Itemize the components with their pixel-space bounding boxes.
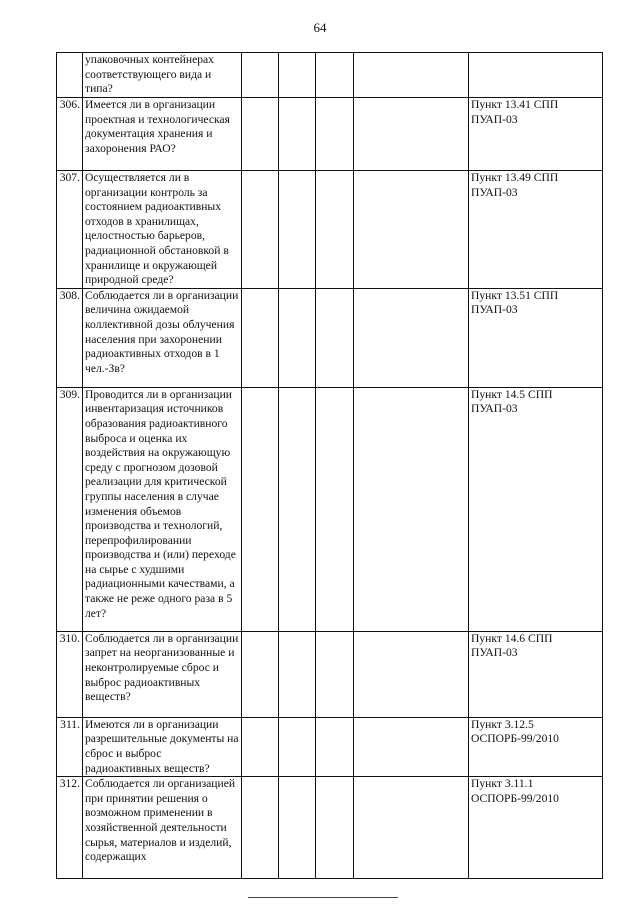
row-number: 312. [57, 777, 83, 879]
answer-cell [279, 717, 316, 776]
legal-reference [469, 53, 603, 98]
question-text: упаковочных контейнерах соответствующего вида и типа? [83, 53, 242, 98]
legal-reference: Пункт 13.41 СПП ПУАП-03 [469, 98, 603, 171]
answer-cell [279, 53, 316, 98]
answer-cell [316, 98, 354, 171]
answer-cell [242, 717, 279, 776]
row-number: 310. [57, 631, 83, 717]
answer-cell [354, 171, 469, 289]
answer-cell [354, 53, 469, 98]
answer-cell [242, 171, 279, 289]
legal-reference: Пункт 3.12.5 ОСПОРБ-99/2010 [469, 717, 603, 776]
answer-cell [316, 777, 354, 879]
table-row [57, 288, 603, 387]
answer-cell [354, 631, 469, 717]
row-number: 307. [57, 171, 83, 289]
question-text: Проводится ли в организации инвентаризация источников образования радиоактивного выброса и оценка их воздействия на окружающую среду с прогнозом дозовой реализации для критической группы населения в случае изменения объемов производства и технологий, перепрофилировании производства и (или) переходе на сырье с худшими радиационными качествами, а также не реже одного раза в 5 лет? [83, 387, 242, 631]
table-row [57, 631, 603, 717]
page-bottom-rule [248, 897, 398, 898]
answer-cell [242, 387, 279, 631]
answer-cell [316, 171, 354, 289]
answer-cell [354, 288, 469, 387]
answer-cell [242, 777, 279, 879]
checklist-table [56, 52, 603, 879]
question-text: Имеется ли в организации проектная и технологическая документация хранения и захоронения РАО? [83, 98, 242, 171]
legal-reference: Пункт 3.11.1 ОСПОРБ-99/2010 [469, 777, 603, 879]
table-row [57, 387, 603, 631]
table-row [57, 717, 603, 776]
answer-cell [242, 288, 279, 387]
row-number: 311. [57, 717, 83, 776]
answer-cell [279, 777, 316, 879]
question-text: Соблюдается ли организацией при принятии решения о возможном применении в хозяйственной деятельности сырья, материалов и изделий, содержащих [83, 777, 242, 879]
legal-reference: Пункт 14.6 СПП ПУАП-03 [469, 631, 603, 717]
question-text: Имеются ли в организации разрешительные документы на сброс и выброс радиоактивных веществ? [83, 717, 242, 776]
answer-cell [316, 288, 354, 387]
table-row [57, 777, 603, 879]
answer-cell [354, 777, 469, 879]
row-number [57, 53, 83, 98]
answer-cell [279, 387, 316, 631]
question-text: Осуществляется ли в организации контроль за состоянием радиоактивных отходов в хранилищах, целостностью барьеров, радиационной обстановкой в хранилище и окружающей природной среде? [83, 171, 242, 289]
answer-cell [242, 631, 279, 717]
row-number: 309. [57, 387, 83, 631]
answer-cell [279, 288, 316, 387]
answer-cell [316, 53, 354, 98]
legal-reference: Пункт 14.5 СПП ПУАП-03 [469, 387, 603, 631]
legal-reference: Пункт 13.51 СПП ПУАП-03 [469, 288, 603, 387]
answer-cell [354, 387, 469, 631]
row-number: 308. [57, 288, 83, 387]
answer-cell [316, 717, 354, 776]
legal-reference: Пункт 13.49 СПП ПУАП-03 [469, 171, 603, 289]
page-number: 64 [313, 20, 327, 35]
question-text: Соблюдается ли в организации величина ожидаемой коллективной дозы облучения населения при захоронении радиоактивных отходов в 1 чел.-Зв? [83, 288, 242, 387]
answer-cell [242, 53, 279, 98]
answer-cell [354, 717, 469, 776]
answer-cell [279, 171, 316, 289]
answer-cell [279, 631, 316, 717]
answer-cell [354, 98, 469, 171]
answer-cell [316, 387, 354, 631]
answer-cell [316, 631, 354, 717]
answer-cell [279, 98, 316, 171]
question-text: Соблюдается ли в организации запрет на неорганизованные и неконтролируемые сброс и выброс радиоактивных веществ? [83, 631, 242, 717]
answer-cell [242, 98, 279, 171]
table-row [57, 53, 603, 98]
row-number: 306. [57, 98, 83, 171]
table-row [57, 98, 603, 171]
table-row [57, 171, 603, 289]
